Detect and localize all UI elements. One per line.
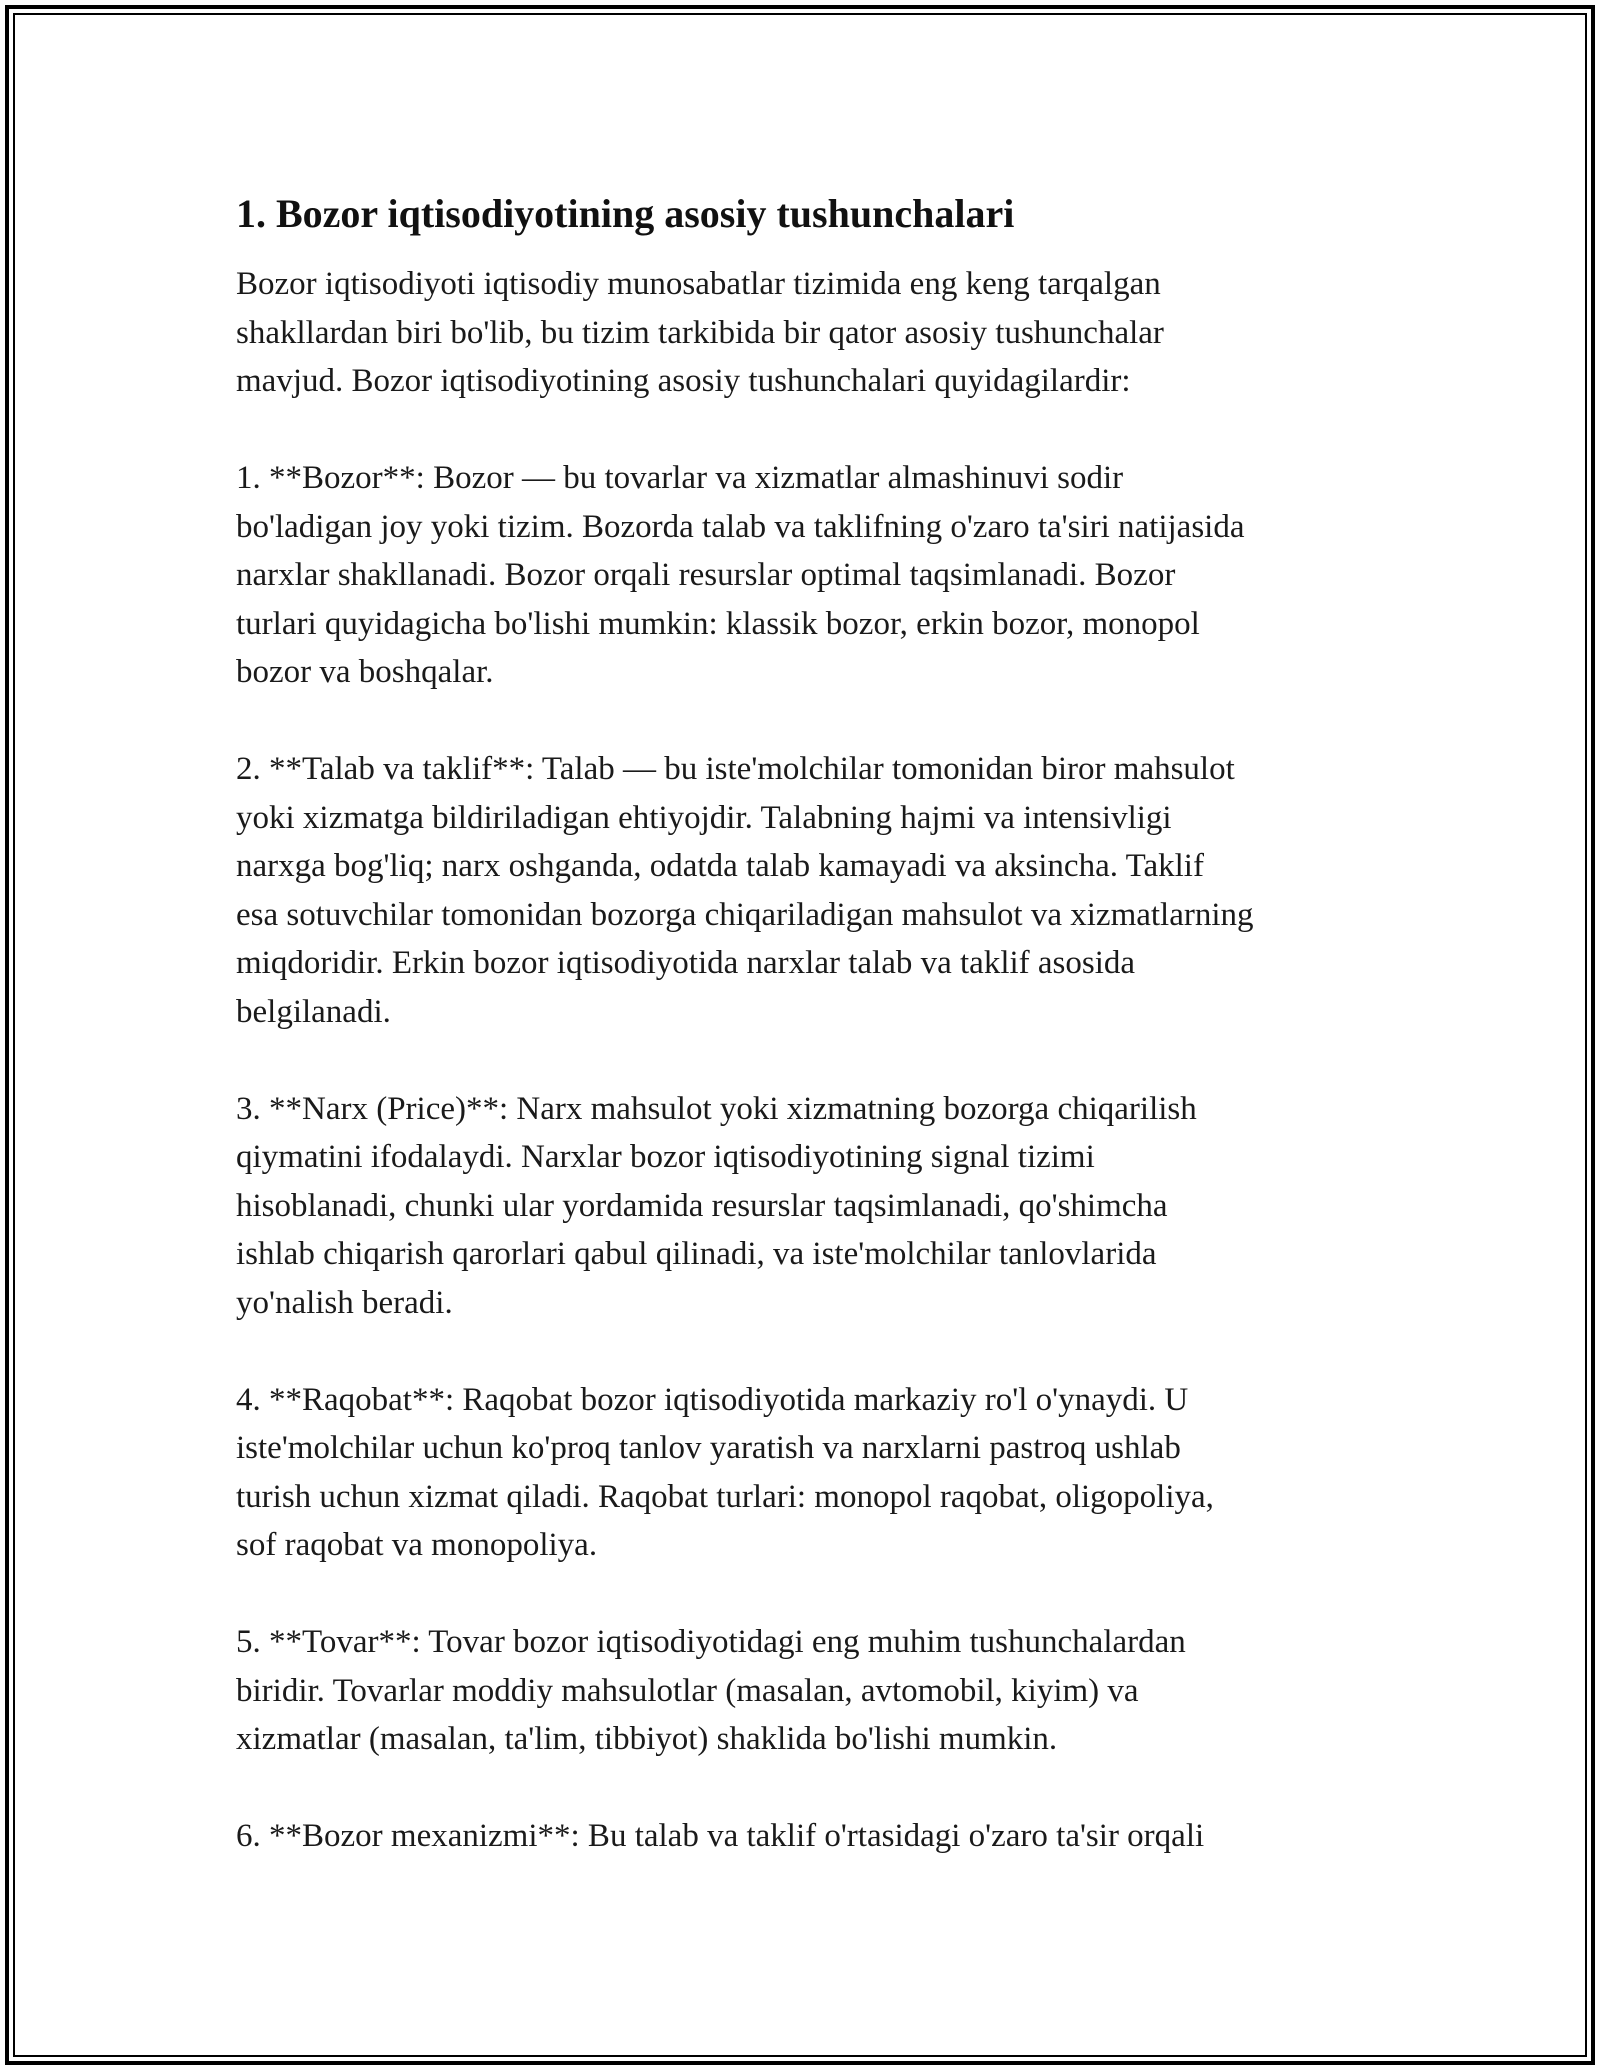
- document-body: [236, 186, 1386, 1861]
- paragraph-bozor: 1. **Bozor**: Bozor — bu tovarlar va xizmatlar almashinuvi sodir bo'ladigan joy yoki tizim. Bozorda talab va taklifning o'zaro ta'siri natijasida narxlar shakllanadi. Bozor orqali resurslar optimal taqsimlanadi. Bozor turlari quyidagicha bo'lishi mumkin: klassik bozor, erkin bozor, monopol bozor va boshqalar.: [236, 460, 1245, 690]
- paragraph-talab-va-taklif: 2. **Talab va taklif**: Talab — bu iste'molchilar tomonidan biror mahsulot yoki xizmatga bildiriladigan ehtiyojdir. Talabning hajmi va intensivligi narxga bog'liq; narx oshganda, odatda talab kamayadi va aksincha. Taklif esa sotuvchilar tomonidan bozorga chiqariladigan mahsulot va xizmatlarning miqdoridir. Erkin bozor iqtisodiyotida narxlar talab va taklif asosida belgilanadi.: [236, 751, 1254, 1030]
- paragraph-raqobat: 4. **Raqobat**: Raqobat bozor iqtisodiyotida markaziy ro'l o'ynaydi. U iste'molchilar uchun ko'proq tanlov yaratish va narxlarni pastroq ushlab turish uchun xizmat qiladi. Raqobat turlari: monopol raqobat, oligopoliya, sof raqobat va monopoliya.: [236, 1381, 1214, 1563]
- intro-paragraph: Bozor iqtisodiyoti iqtisodiy munosabatlar tizimida eng keng tarqalgan shakllardan biri bo'lib, bu tizim tarkibida bir qator asosiy tushunchalar mavjud. Bozor iqtisodiyotining asosiy tushunchalari quyidagilardir:: [236, 266, 1164, 399]
- paragraph-bozor-mexanizmi: 6. **Bozor mexanizmi**: Bu talab va taklif o'rtasidagi o'zaro ta'sir orqali: [236, 1818, 1205, 1854]
- paragraph-narx: 3. **Narx (Price)**: Narx mahsulot yoki xizmatning bozorga chiqarilish qiymatini ifodalaydi. Narxlar bozor iqtisodiyotining signal tizimi hisoblanadi, chunki ular yordamida resurslar taqsimlanadi, qo'shimcha ishlab chiqarish qarorlari qabul qilinadi, va iste'molchilar tanlovlarida yo'nalish beradi.: [236, 1090, 1197, 1321]
- section-heading: 1. Bozor iqtisodiyotining asosiy tushunchalari: [236, 191, 1015, 236]
- paragraph-tovar: 5. **Tovar**: Tovar bozor iqtisodiyotidagi eng muhim tushunchalardan biridir. Tovarlar moddiy mahsulotlar (masalan, avtomobil, kiyim) va xizmatlar (masalan, ta'lim, tibbiyot) shaklida bo'lishi mumkin.: [236, 1624, 1186, 1757]
